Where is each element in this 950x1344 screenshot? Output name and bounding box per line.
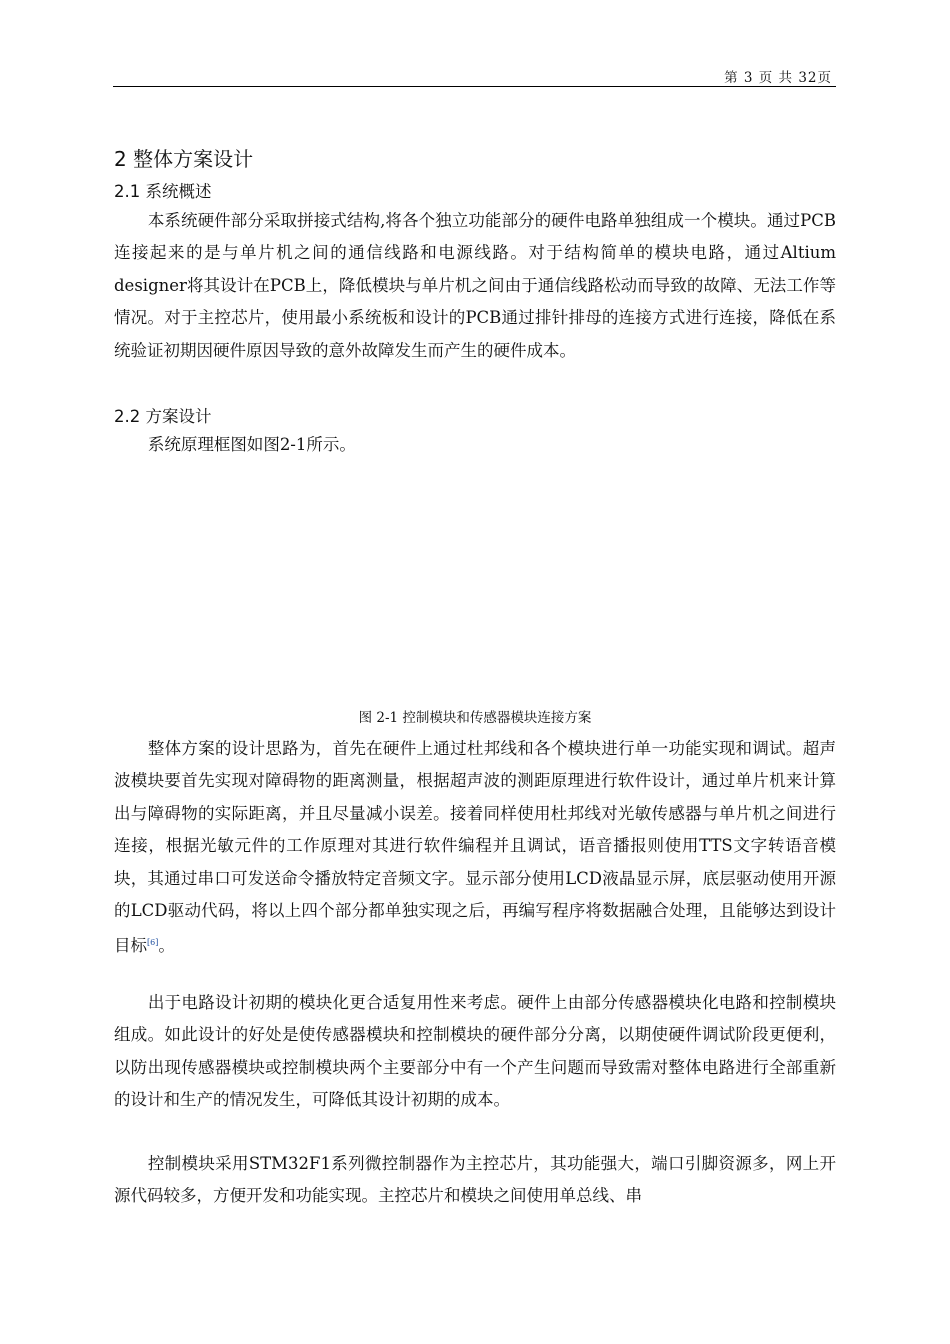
figure-caption: 图 2-1 控制模块和传感器模块连接方案 [358, 710, 592, 726]
body-paragraph-3: 控制模块采用STM32F1系列微控制器作为主控芯片，其功能强大，端口引脚资源多，网上开源代码较多，方便开发和功能实现。主控芯片和模块之间使用单总线、串 [114, 1154, 836, 1206]
body-paragraph-1-end: 。 [158, 936, 175, 956]
section-heading-2-1: 2.1 系统概述 [114, 182, 212, 201]
body-paragraph-2: 出于电路设计初期的模块化更合适复用性来考虑。硬件上由部分传感器模块化电路和控制模块组成。如此设计的好处是使传感器模块和控制模块的硬件部分分离，以期使硬件调试阶段更便利，以防出现传感器模块或控制模块两个主要部分中有一个产生问题而导致需对整体电路进行全部重新的设计和生产的情况发生，可降低其设计初期的成本。 [114, 993, 836, 1110]
reference-link[interactable]: [6] [147, 938, 159, 948]
section-2-2-paragraph: 系统原理框图如图2-1所示。 [147, 435, 356, 454]
figure-placeholder [114, 480, 836, 690]
chapter-title: 2 整体方案设计 [114, 147, 254, 171]
page-header [113, 66, 836, 87]
section-2-1-paragraph: 本系统硬件部分采取拼接式结构,将各个独立功能部分的硬件电路单独组成一个模块。通过PCB连接起来的是与单片机之间的通信线路和电源线路。对于结构简单的模块电路，通过Altium designer将其设计在PCB上，降低模块与单片机之间由于通信线路松动而导致的故障、无法工作等情况。对于主控芯片，使用最小系统板和设计的PCB通过排针排母的连接方式进行连接，降低在系统验证初期因硬件原因导致的意外故障发生而产生的硬件成本。 [114, 211, 836, 360]
body-paragraph-1 [114, 733, 836, 963]
section-heading-2-2: 2.2 方案设计 [114, 407, 212, 426]
page-number: 第 3 页 共 32页 [724, 70, 832, 86]
body-paragraph-1-text: 整体方案的设计思路为，首先在硬件上通过杜邦线和各个模块进行单一功能实现和调试。超声波模块要首先实现对障碍物的距离测量，根据超声波的测距原理进行软件设计，通过单片机来计算出与障碍物的实际距离，并且尽量减小误差。接着同样使用杜邦线对光敏传感器与单片机之间进行连接，根据光敏元件的工作原理对其进行软件编程并且调试，语音播报则使用TTS文字转语音模块，其通过串口可发送命令播放特定音频文字。显示部分使用LCD液晶显示屏，底层驱动使用开源的LCD驱动代码，将以上四个部分都单独实现之后，再编写程序将数据融合处理，且能够达到设计目标 [114, 739, 836, 956]
